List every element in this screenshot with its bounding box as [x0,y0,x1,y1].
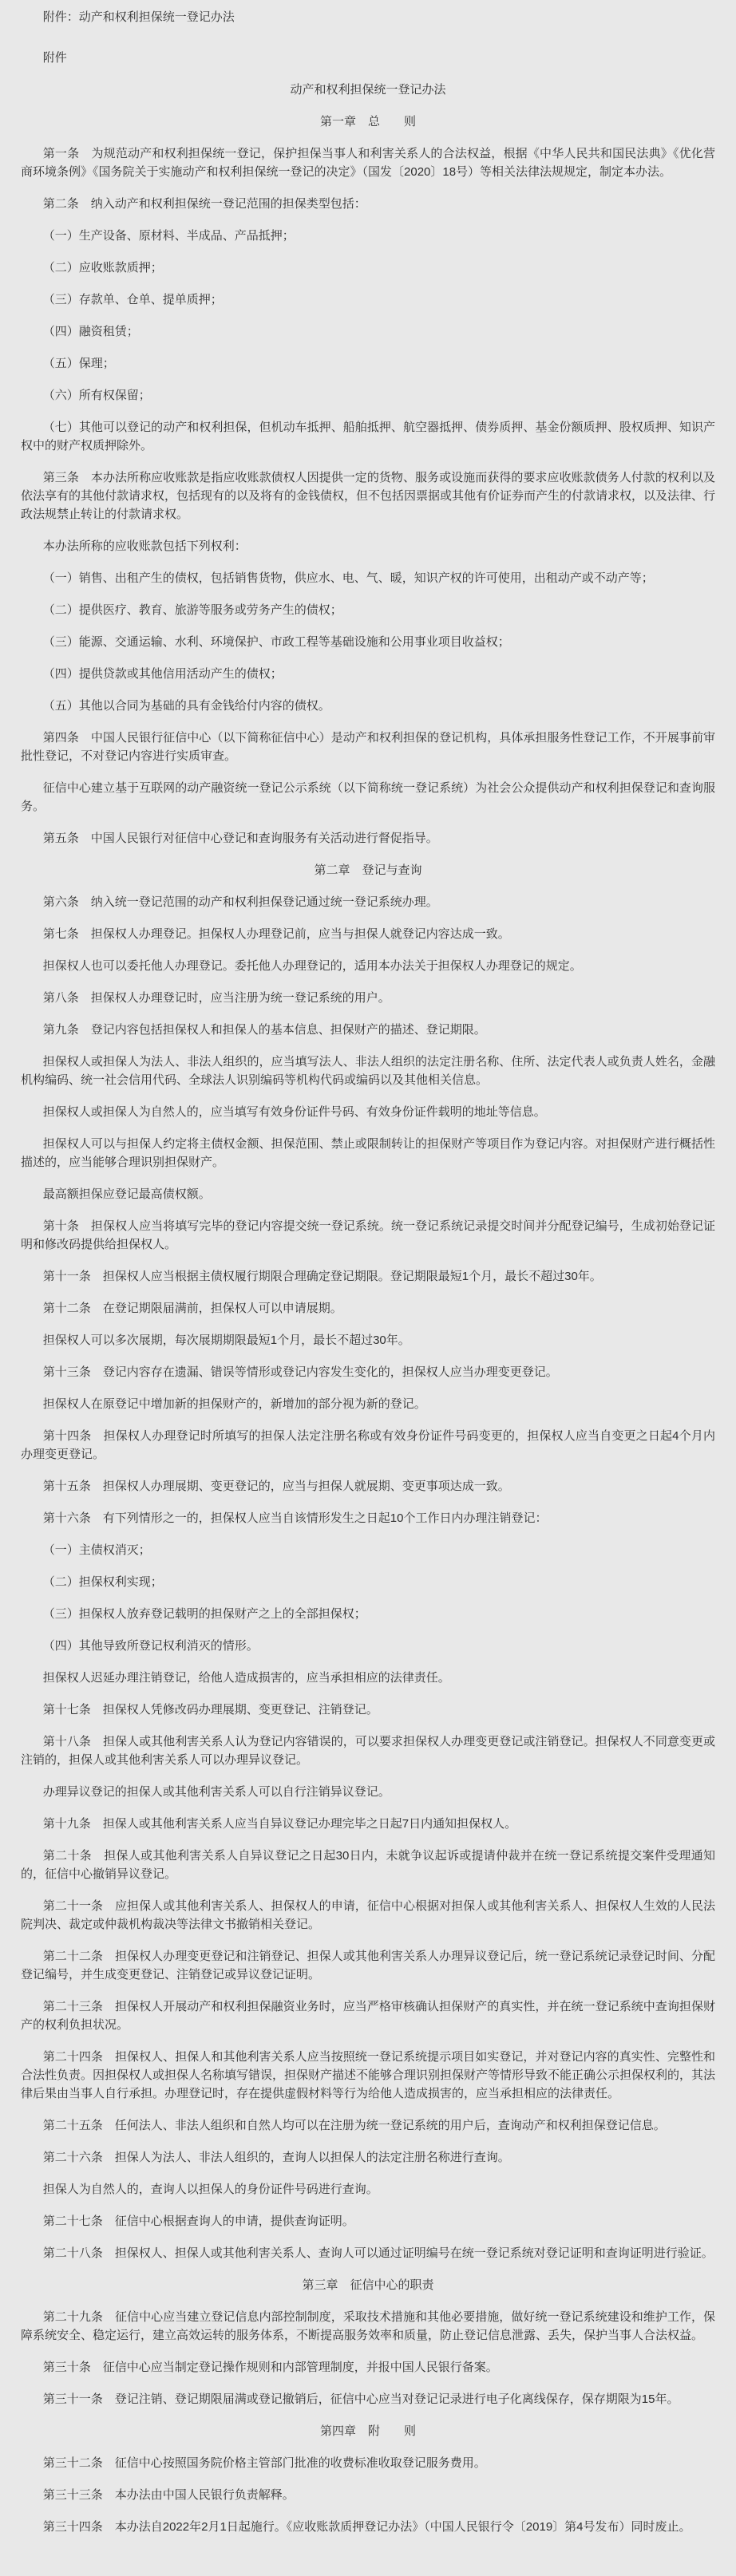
paragraph: 第二十条 担保人或其他利害关系人自异议登记之日起30日内，未就争议起诉或提请仲裁并在统一登记系统提交案件受理通知的，征信中心撤销异议登记。 [21,1849,715,1881]
paragraph: （二）提供医疗、教育、旅游等服务或劳务产生的债权； [42,603,342,617]
paragraph: 第三十条 征信中心应当制定登记操作规则和内部管理制度，并报中国人民银行备案。 [42,2361,498,2374]
doc-title: 动产和权利担保统一登记办法 [290,83,446,97]
paragraph: 担保权人迟延办理注销登记，给他人造成损害的，应当承担相应的法律责任。 [42,1671,450,1685]
paragraph: 担保权人可以多次展期，每次展期期限最短1个月，最长不超过30年。 [42,1333,410,1347]
paragraph: （四）提供贷款或其他信用活动产生的债权； [42,667,283,681]
paragraph: 第一条 为规范动产和权利担保统一登记，保护担保当事人和利害关系人的合法权益，根据《中华人民共和国民法典》《优化营商环境条例》《国务院关于实施动产和权利担保统一登记的决定》（国发〔2020〕18号）等相关法律法规规定，制定本办法。 [21,147,715,179]
paragraph: （五）保理； [42,357,115,370]
paragraph: 第十七条 担保权人凭修改码办理展期、变更登记、注销登记。 [42,1703,378,1717]
paragraph: 第十九条 担保人或其他利害关系人应当自异议登记办理完毕之日起7日内通知担保权人。 [42,1817,517,1831]
paragraph: 第十六条 有下列情形之一的，担保权人应当自该情形发生之日起10个工作日内办理注销登记： [42,1511,548,1525]
paragraph: 第二十七条 征信中心根据查询人的申请，提供查询证明。 [42,2214,354,2228]
paragraph: 本办法所称的应收账款包括下列权利： [42,539,247,553]
paragraph: （一）销售、出租产生的债权，包括销售货物，供应水、电、气、暖，知识产权的许可使用，出租动产或不动产等； [42,571,654,585]
paragraph: 第二十三条 担保权人开展动产和权利担保融资业务时，应当严格审核确认担保财产的真实性，并在统一登记系统中查询担保财产的权利负担状况。 [21,2000,715,2032]
paragraph: （六）所有权保留； [42,389,151,402]
paragraph: 第三十四条 本办法自2022年2月1日起施行。《应收账款质押登记办法》（中国人民银行令〔2019〕第4号发布）同时废止。 [42,2520,691,2534]
paragraph: （二）担保权利实现； [42,1575,163,1589]
paragraph: 第十条 担保权人应当将填写完毕的登记内容提交统一登记系统。统一登记系统记录提交时间并分配登记编号，生成初始登记证明和修改码提供给担保权人。 [21,1219,715,1251]
paragraph: 第三十三条 本办法由中国人民银行负责解释。 [42,2488,295,2502]
paragraph: 附件：动产和权利担保统一登记办法 [42,10,235,24]
paragraph: 征信中心建立基于互联网的动产融资统一登记公示系统（以下简称统一登记系统）为社会公众提供动产和权利担保登记和查询服务。 [21,781,715,813]
paragraph: 第十一条 担保权人应当根据主债权履行期限合理确定登记期限。登记期限最短1个月，最长不超过30年。 [42,1270,602,1283]
paragraph: 办理异议登记的担保人或其他利害关系人可以自行注销异议登记。 [42,1785,390,1799]
paragraph: （三）存款单、仓单、提单质押； [42,293,223,306]
paragraph: （二）应收账款质押； [42,261,163,275]
paragraph: （七）其他可以登记的动产和权利担保，但机动车抵押、船舶抵押、航空器抵押、债券质押、基金份额质押、股权质押、知识产权中的财产权质押除外。 [21,421,715,452]
paragraph: 第二条 纳入动产和权利担保统一登记范围的担保类型包括： [42,197,366,211]
paragraph: 第二十九条 征信中心应当建立登记信息内部控制制度，采取技术措施和其他必要措施，做好统一登记系统建设和维护工作，保障系统安全、稳定运行，建立高效运转的服务体系，不断提高服务效率和质量，防止登记信息泄露、丢失，保护当事人合法权益。 [21,2310,715,2342]
paragraph: 担保权人或担保人为自然人的，应当填写有效身份证件号码、有效身份证件载明的地址等信息。 [42,1105,546,1119]
chapter-heading: 第四章 附 则 [319,2424,416,2438]
chapter-heading: 第三章 征信中心的职责 [302,2278,434,2292]
paragraph: 担保权人在原登记中增加新的担保财产的，新增加的部分视为新的登记。 [42,1397,426,1411]
paragraph: 第八条 担保权人办理登记时，应当注册为统一登记系统的用户。 [42,991,390,1005]
chapter-heading: 第一章 总 则 [319,115,416,128]
paragraph: 第四条 中国人民银行征信中心（以下简称征信中心）是动产和权利担保的登记机构，具体承担服务性登记工作，不开展事前审批性登记，不对登记内容进行实质审查。 [21,731,715,763]
paragraph: （一）主债权消灭； [42,1543,151,1557]
paragraph: 第五条 中国人民银行对征信中心登记和查询服务有关活动进行督促指导。 [42,832,438,845]
paragraph: 第三十一条 登记注销、登记期限届满或登记撤销后，征信中心应当对登记记录进行电子化离线保存，保存期限为15年。 [42,2392,679,2406]
paragraph: （三）担保权人放弃登记载明的担保财产之上的全部担保权； [42,1607,366,1621]
paragraph: （五）其他以合同为基础的具有金钱给付内容的债权。 [42,699,330,713]
paragraph: 第十五条 担保权人办理展期、变更登记的，应当与担保人就展期、变更事项达成一致。 [42,1480,510,1493]
paragraph: 第二十五条 任何法人、非法人组织和自然人均可以在注册为统一登记系统的用户后，查询动产和权利担保登记信息。 [42,2119,666,2132]
paragraph: 担保权人或担保人为法人、非法人组织的，应当填写法人、非法人组织的法定注册名称、住所、法定代表人或负责人姓名，金融机构编码、统一社会信用代码、全球法人识别编码等机构代码或编码以及其他相关信息。 [21,1055,715,1087]
paragraph: 第二十六条 担保人为法人、非法人组织的，查询人以担保人的法定注册名称进行查询。 [42,2151,510,2164]
paragraph: 第十八条 担保人或其他利害关系人认为登记内容错误的，可以要求担保权人办理变更登记或注销登记。担保权人不同意变更或注销的，担保人或其他利害关系人可以办理异议登记。 [21,1735,715,1767]
paragraph: 第九条 登记内容包括担保权人和担保人的基本信息、担保财产的描述、登记期限。 [42,1023,486,1037]
paragraph: （三）能源、交通运输、水利、环境保护、市政工程等基础设施和公用事业项目收益权； [42,635,510,649]
paragraph: 第十二条 在登记期限届满前，担保权人可以申请展期。 [42,1302,342,1315]
paragraph: 最高额担保应登记最高债权额。 [42,1187,211,1201]
paragraph: 第七条 担保权人办理登记。担保权人办理登记前，应当与担保人就登记内容达成一致。 [42,927,510,941]
paragraph: 担保权人可以与担保人约定将主债权金额、担保范围、禁止或限制转让的担保财产等项目作为登记内容。对担保财产进行概括性描述的，应当能够合理识别担保财产。 [21,1137,715,1169]
paragraph: 第二十八条 担保权人、担保人或其他利害关系人、查询人可以通过证明编号在统一登记系统对登记证明和查询证明进行验证。 [42,2246,714,2260]
paragraph: 附件 [42,51,67,65]
paragraph: 担保权人也可以委托他人办理登记。委托他人办理登记的，适用本办法关于担保权人办理登记的规定。 [42,959,582,973]
paragraph: 第二十四条 担保权人、担保人和其他利害关系人应当按照统一登记系统提示项目如实登记，并对登记内容的真实性、完整性和合法性负责。因担保权人或担保人名称填写错误，担保财产描述不能够合理识别担保财产等情形导致不能正确公示担保权利的，其法律后果由当事人自行承担。办理登记时，存在提供虚假材料等行为给他人造成损害的，应当承担相应的法律责任。 [21,2050,716,2100]
paragraph: 担保人为自然人的，查询人以担保人的身份证件号码进行查询。 [42,2183,378,2196]
chapter-heading: 第二章 登记与查询 [314,863,422,877]
paragraph: （一）生产设备、原材料、半成品、产品抵押； [42,229,295,243]
paragraph: 第二十二条 担保权人办理变更登记和注销登记、担保人或其他利害关系人办理异议登记后，统一登记系统记录登记时间、分配登记编号，并生成变更登记、注销登记或异议登记证明。 [21,1950,715,1981]
paragraph: 第三条 本办法所称应收账款是指应收账款债权人因提供一定的货物、服务或设施而获得的要求应收账款债务人付款的权利以及依法享有的其他付款请求权，包括现有的以及将有的金钱债权，但不包括因票据或其他有价证券而产生的付款请求权，以及法律、行政法规禁止转让的付款请求权。 [21,471,716,521]
paragraph: 第二十一条 应担保人或其他利害关系人、担保权人的申请，征信中心根据对担保人或其他利害关系人、担保权人生效的人民法院判决、裁定或仲裁机构裁决等法律文书撤销相关登记。 [21,1899,715,1931]
paragraph: 第十四条 担保权人办理登记时所填写的担保人法定注册名称或有效身份证件号码变更的，担保权人应当自变更之日起4个月内办理变更登记。 [21,1429,715,1461]
paragraph: （四）融资租赁； [42,325,139,338]
paragraph: （四）其他导致所登记权利消灭的情形。 [42,1639,259,1653]
paragraph: 第三十二条 征信中心按照国务院价格主管部门批准的收费标准收取登记服务费用。 [42,2456,486,2470]
paragraph: 第六条 纳入统一登记范围的动产和权利担保登记通过统一登记系统办理。 [42,895,438,909]
paragraph: 第十三条 登记内容存在遗漏、错误等情形或登记内容发生变化的，担保权人应当办理变更登记。 [42,1365,558,1379]
